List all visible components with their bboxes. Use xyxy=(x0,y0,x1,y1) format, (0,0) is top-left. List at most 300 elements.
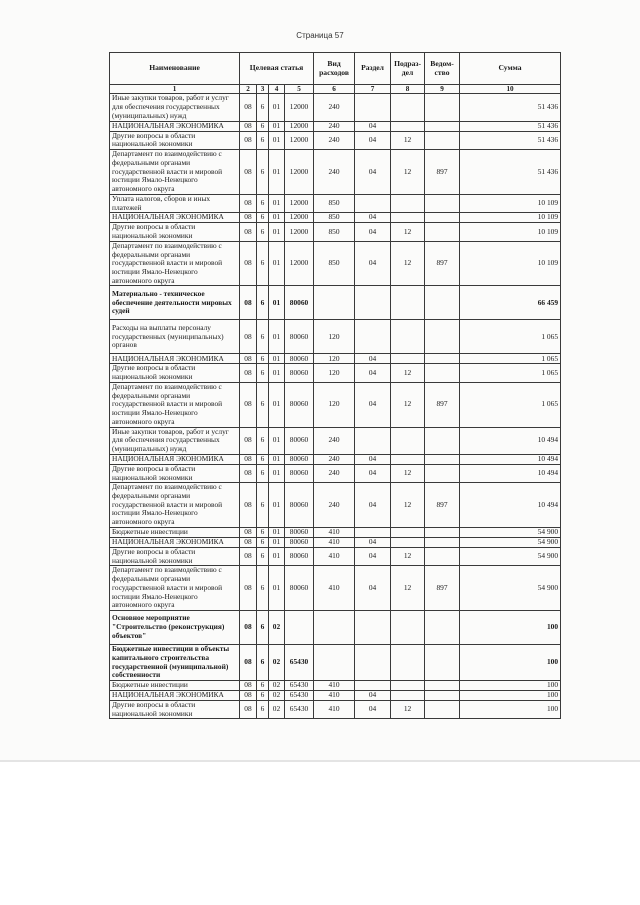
table-cell-code-direction: 80060 xyxy=(285,566,314,611)
table-cell-subsection xyxy=(391,194,425,212)
table-cell-department xyxy=(425,611,460,645)
table-cell-subsection xyxy=(391,427,425,454)
table-cell-name: Другие вопросы в области национальной экономики xyxy=(110,464,240,482)
table-row xyxy=(110,364,561,382)
budget-table xyxy=(109,52,561,719)
table-cell-department xyxy=(425,354,460,364)
table-cell-code-program: 08 xyxy=(240,566,257,611)
table-cell-code-subprogram: 6 xyxy=(257,483,269,528)
table-cell-sum: 10 494 xyxy=(460,427,561,454)
table-cell-subsection xyxy=(391,537,425,547)
column-number: 2 xyxy=(240,85,257,94)
table-cell-subsection xyxy=(391,94,425,121)
table-cell-sum: 10 494 xyxy=(460,454,561,464)
table-row xyxy=(110,320,561,354)
table-cell-expense-type: 240 xyxy=(314,427,355,454)
table-cell-subsection xyxy=(391,286,425,320)
table-cell-department xyxy=(425,121,460,131)
table-cell-code-event: 01 xyxy=(269,454,285,464)
table-cell-department xyxy=(425,223,460,241)
table-cell-code-program: 08 xyxy=(240,537,257,547)
table-cell-code-direction: 80060 xyxy=(285,527,314,537)
table-cell-code-direction: 80060 xyxy=(285,454,314,464)
table-cell-section xyxy=(355,320,391,354)
table-cell-code-event: 01 xyxy=(269,483,285,528)
table-cell-code-direction: 80060 xyxy=(285,547,314,565)
table-cell-code-direction: 12000 xyxy=(285,223,314,241)
table-row xyxy=(110,566,561,611)
table-cell-code-event: 01 xyxy=(269,527,285,537)
table-cell-expense-type: 240 xyxy=(314,454,355,464)
table-cell-name: Другие вопросы в области национальной экономики xyxy=(110,547,240,565)
table-cell-sum: 100 xyxy=(460,645,561,681)
table-cell-section: 04 xyxy=(355,150,391,195)
table-cell-section: 04 xyxy=(355,121,391,131)
table-cell-expense-type: 850 xyxy=(314,213,355,223)
table-cell-code-program: 08 xyxy=(240,364,257,382)
table-cell-subsection xyxy=(391,611,425,645)
table-cell-code-subprogram: 6 xyxy=(257,121,269,131)
table-row xyxy=(110,611,561,645)
table-cell-subsection: 12 xyxy=(391,547,425,565)
table-cell-expense-type: 410 xyxy=(314,681,355,691)
table-cell-code-program: 08 xyxy=(240,382,257,427)
table-row xyxy=(110,94,561,121)
table-cell-code-program: 08 xyxy=(240,320,257,354)
table-cell-code-program: 08 xyxy=(240,94,257,121)
table-row xyxy=(110,701,561,719)
table-cell-name: Другие вопросы в области национальной экономики xyxy=(110,364,240,382)
table-cell-code-event: 01 xyxy=(269,464,285,482)
header-department: Ведом- ство xyxy=(425,53,460,85)
table-cell-department xyxy=(425,701,460,719)
table-cell-expense-type: 120 xyxy=(314,382,355,427)
table-cell-code-event: 01 xyxy=(269,537,285,547)
table-row xyxy=(110,691,561,701)
table-cell-subsection xyxy=(391,320,425,354)
table-row xyxy=(110,537,561,547)
table-cell-code-program: 08 xyxy=(240,464,257,482)
table-cell-section: 04 xyxy=(355,213,391,223)
table-cell-name: Расходы на выплаты персоналу государственных (муниципальных) органов xyxy=(110,320,240,354)
table-cell-department xyxy=(425,320,460,354)
table-cell-sum: 1 065 xyxy=(460,354,561,364)
table-cell-sum: 54 900 xyxy=(460,547,561,565)
table-cell-department xyxy=(425,286,460,320)
table-cell-expense-type xyxy=(314,286,355,320)
table-cell-expense-type: 850 xyxy=(314,241,355,286)
table-cell-code-program: 08 xyxy=(240,547,257,565)
table-cell-code-direction: 80060 xyxy=(285,464,314,482)
table-cell-code-subprogram: 6 xyxy=(257,364,269,382)
table-cell-code-subprogram: 6 xyxy=(257,427,269,454)
table-cell-section: 04 xyxy=(355,464,391,482)
table-cell-code-direction: 65430 xyxy=(285,701,314,719)
table-cell-code-program: 08 xyxy=(240,454,257,464)
table-cell-code-program: 08 xyxy=(240,483,257,528)
table-cell-code-direction: 12000 xyxy=(285,131,314,149)
column-number: 10 xyxy=(460,85,561,94)
table-cell-code-direction: 80060 xyxy=(285,427,314,454)
table-cell-sum: 10 494 xyxy=(460,464,561,482)
table-cell-department xyxy=(425,527,460,537)
table-cell-code-subprogram: 6 xyxy=(257,527,269,537)
table-cell-code-event: 01 xyxy=(269,566,285,611)
table-cell-subsection: 12 xyxy=(391,464,425,482)
table-cell-code-event: 01 xyxy=(269,121,285,131)
table-cell-code-event: 01 xyxy=(269,94,285,121)
table-cell-code-subprogram: 6 xyxy=(257,454,269,464)
table-row xyxy=(110,131,561,149)
table-cell-department xyxy=(425,427,460,454)
table-row xyxy=(110,223,561,241)
table-cell-code-event: 02 xyxy=(269,645,285,681)
table-cell-name: Департамент по взаимодействию с федеральными органами государственной власти и мировой юстиции Ямало-Ненецкого автономного округа xyxy=(110,483,240,528)
table-cell-code-event: 01 xyxy=(269,286,285,320)
table-cell-expense-type: 410 xyxy=(314,701,355,719)
table-cell-expense-type: 410 xyxy=(314,547,355,565)
table-cell-subsection xyxy=(391,454,425,464)
table-cell-department xyxy=(425,364,460,382)
table-cell-name: Департамент по взаимодействию с федеральными органами государственной власти и мировой юстиции Ямало-Ненецкого автономного округа xyxy=(110,566,240,611)
table-cell-name: НАЦИОНАЛЬНАЯ ЭКОНОМИКА xyxy=(110,454,240,464)
table-cell-name: Иные закупки товаров, работ и услуг для обеспечения государственных (муниципальных) нужд xyxy=(110,94,240,121)
table-cell-code-direction: 80060 xyxy=(285,537,314,547)
table-cell-code-subprogram: 6 xyxy=(257,645,269,681)
table-cell-code-event: 01 xyxy=(269,547,285,565)
table-cell-section xyxy=(355,645,391,681)
table-cell-department xyxy=(425,645,460,681)
table-cell-code-subprogram: 6 xyxy=(257,681,269,691)
table-cell-code-program: 08 xyxy=(240,150,257,195)
table-cell-section xyxy=(355,681,391,691)
table-cell-section: 04 xyxy=(355,537,391,547)
table-cell-code-subprogram: 6 xyxy=(257,241,269,286)
table-cell-subsection: 12 xyxy=(391,131,425,149)
column-number: 1 xyxy=(110,85,240,94)
header-sum: Сумма xyxy=(460,53,561,85)
header-expense-type: Вид расходов xyxy=(314,53,355,85)
table-cell-code-event: 02 xyxy=(269,611,285,645)
table-cell-sum: 54 900 xyxy=(460,527,561,537)
table-cell-name: Уплата налогов, сборов и иных платежей xyxy=(110,194,240,212)
table-cell-code-direction: 65430 xyxy=(285,645,314,681)
table-cell-code-program: 08 xyxy=(240,223,257,241)
table-cell-expense-type: 410 xyxy=(314,537,355,547)
table-cell-sum: 54 900 xyxy=(460,566,561,611)
table-cell-expense-type: 240 xyxy=(314,131,355,149)
table-cell-expense-type: 240 xyxy=(314,464,355,482)
table-cell-sum: 10 109 xyxy=(460,194,561,212)
table-cell-subsection: 12 xyxy=(391,382,425,427)
table-cell-section xyxy=(355,427,391,454)
table-cell-name: НАЦИОНАЛЬНАЯ ЭКОНОМИКА xyxy=(110,121,240,131)
table-cell-code-subprogram: 6 xyxy=(257,537,269,547)
table-cell-code-direction: 80060 xyxy=(285,364,314,382)
column-number: 3 xyxy=(257,85,269,94)
table-cell-subsection xyxy=(391,213,425,223)
table-cell-section xyxy=(355,611,391,645)
table-cell-subsection: 12 xyxy=(391,150,425,195)
table-row xyxy=(110,547,561,565)
table-cell-name: Департамент по взаимодействию с федеральными органами государственной власти и мировой юстиции Ямало-Ненецкого автономного округа xyxy=(110,241,240,286)
table-cell-code-direction: 80060 xyxy=(285,286,314,320)
table-cell-subsection xyxy=(391,354,425,364)
page-number-label: Страница 57 xyxy=(296,31,344,40)
table-cell-section: 04 xyxy=(355,547,391,565)
table-cell-expense-type: 410 xyxy=(314,691,355,701)
table-cell-code-direction: 80060 xyxy=(285,354,314,364)
table-cell-section: 04 xyxy=(355,701,391,719)
table-cell-code-program: 08 xyxy=(240,645,257,681)
table-cell-sum: 1 065 xyxy=(460,382,561,427)
table-cell-section xyxy=(355,527,391,537)
table-cell-code-direction xyxy=(285,611,314,645)
table-cell-sum: 51 436 xyxy=(460,94,561,121)
table-cell-department: 897 xyxy=(425,382,460,427)
table-cell-section: 04 xyxy=(355,364,391,382)
table-cell-subsection: 12 xyxy=(391,566,425,611)
column-number: 6 xyxy=(314,85,355,94)
table-cell-subsection: 12 xyxy=(391,364,425,382)
table-cell-expense-type: 120 xyxy=(314,354,355,364)
table-row xyxy=(110,121,561,131)
table-cell-subsection xyxy=(391,691,425,701)
table-cell-department: 897 xyxy=(425,566,460,611)
table-cell-subsection: 12 xyxy=(391,483,425,528)
table-cell-subsection xyxy=(391,645,425,681)
table-cell-section: 04 xyxy=(355,566,391,611)
table-cell-department xyxy=(425,213,460,223)
table-cell-sum: 100 xyxy=(460,701,561,719)
table-cell-sum: 100 xyxy=(460,681,561,691)
table-cell-section: 04 xyxy=(355,382,391,427)
column-number: 5 xyxy=(285,85,314,94)
table-cell-subsection xyxy=(391,121,425,131)
table-cell-code-event: 02 xyxy=(269,681,285,691)
table-cell-sum: 10 109 xyxy=(460,213,561,223)
table-cell-code-direction: 65430 xyxy=(285,681,314,691)
table-cell-code-subprogram: 6 xyxy=(257,131,269,149)
header-section: Раздел xyxy=(355,53,391,85)
table-cell-sum: 66 459 xyxy=(460,286,561,320)
table-cell-expense-type: 240 xyxy=(314,94,355,121)
table-cell-sum: 51 436 xyxy=(460,121,561,131)
table-cell-name: Бюджетные инвестиции xyxy=(110,681,240,691)
column-number: 8 xyxy=(391,85,425,94)
table-cell-expense-type: 240 xyxy=(314,483,355,528)
table-row xyxy=(110,213,561,223)
table-cell-expense-type xyxy=(314,611,355,645)
table-cell-name: Бюджетные инвестиции в объекты капитального строительства государственной (муниципальной) собственности xyxy=(110,645,240,681)
table-cell-section: 04 xyxy=(355,454,391,464)
table-cell-code-event: 01 xyxy=(269,223,285,241)
table-cell-code-program: 08 xyxy=(240,691,257,701)
table-row xyxy=(110,454,561,464)
table-cell-code-subprogram: 6 xyxy=(257,464,269,482)
table-cell-department xyxy=(425,691,460,701)
table-cell-sum: 54 900 xyxy=(460,537,561,547)
table-cell-code-direction: 80060 xyxy=(285,382,314,427)
table-cell-department xyxy=(425,94,460,121)
table-cell-section xyxy=(355,286,391,320)
table-cell-expense-type: 850 xyxy=(314,223,355,241)
table-cell-name: Иные закупки товаров, работ и услуг для обеспечения государственных (муниципальных) нужд xyxy=(110,427,240,454)
table-cell-department xyxy=(425,131,460,149)
table-cell-expense-type: 120 xyxy=(314,320,355,354)
table-cell-name: НАЦИОНАЛЬНАЯ ЭКОНОМИКА xyxy=(110,213,240,223)
table-cell-name: Другие вопросы в области национальной экономики xyxy=(110,223,240,241)
table-cell-code-subprogram: 6 xyxy=(257,150,269,195)
table-cell-subsection xyxy=(391,527,425,537)
table-cell-section xyxy=(355,194,391,212)
table-cell-code-direction: 65430 xyxy=(285,691,314,701)
table-cell-section: 04 xyxy=(355,354,391,364)
table-cell-code-direction: 80060 xyxy=(285,483,314,528)
table-row xyxy=(110,681,561,691)
table-cell-name: Материально - техническое обеспечение деятельности мировых судей xyxy=(110,286,240,320)
header-subsection: Подраз- дел xyxy=(391,53,425,85)
table-cell-department xyxy=(425,537,460,547)
table-cell-expense-type xyxy=(314,645,355,681)
table-cell-name: Бюджетные инвестиции xyxy=(110,527,240,537)
table-cell-code-direction: 12000 xyxy=(285,94,314,121)
table-cell-expense-type: 240 xyxy=(314,150,355,195)
table-cell-sum: 100 xyxy=(460,691,561,701)
table-cell-code-subprogram: 6 xyxy=(257,547,269,565)
table-cell-code-event: 01 xyxy=(269,150,285,195)
table-cell-code-program: 08 xyxy=(240,286,257,320)
table-cell-code-program: 08 xyxy=(240,527,257,537)
table-cell-code-subprogram: 6 xyxy=(257,194,269,212)
table-row xyxy=(110,645,561,681)
table-cell-code-event: 01 xyxy=(269,213,285,223)
table-cell-subsection: 12 xyxy=(391,223,425,241)
table-cell-code-direction: 12000 xyxy=(285,194,314,212)
header-name: Наименование xyxy=(110,53,240,85)
table-cell-code-subprogram: 6 xyxy=(257,354,269,364)
table-cell-section: 04 xyxy=(355,691,391,701)
table-cell-name: Департамент по взаимодействию с федеральными органами государственной власти и мировой юстиции Ямало-Ненецкого автономного округа xyxy=(110,150,240,195)
table-cell-name: НАЦИОНАЛЬНАЯ ЭКОНОМИКА xyxy=(110,691,240,701)
table-cell-sum: 10 494 xyxy=(460,483,561,528)
table-cell-expense-type: 120 xyxy=(314,364,355,382)
table-cell-sum: 1 065 xyxy=(460,364,561,382)
table-cell-code-program: 08 xyxy=(240,354,257,364)
table-row xyxy=(110,286,561,320)
table-cell-code-direction: 12000 xyxy=(285,241,314,286)
table-cell-code-event: 01 xyxy=(269,354,285,364)
table-cell-sum: 51 436 xyxy=(460,150,561,195)
table-row xyxy=(110,194,561,212)
table-cell-code-direction: 80060 xyxy=(285,320,314,354)
table-cell-department: 897 xyxy=(425,241,460,286)
table-cell-sum: 51 436 xyxy=(460,131,561,149)
table-cell-section: 04 xyxy=(355,223,391,241)
table-cell-code-subprogram: 6 xyxy=(257,320,269,354)
table-row xyxy=(110,527,561,537)
table-cell-section: 04 xyxy=(355,131,391,149)
table-cell-code-program: 08 xyxy=(240,701,257,719)
table-cell-code-subprogram: 6 xyxy=(257,94,269,121)
table-cell-department xyxy=(425,464,460,482)
table-cell-department: 897 xyxy=(425,150,460,195)
table-cell-code-program: 08 xyxy=(240,131,257,149)
header-target-article: Целевая статья xyxy=(240,53,314,85)
table-cell-code-subprogram: 6 xyxy=(257,611,269,645)
table-cell-code-event: 01 xyxy=(269,131,285,149)
table-cell-code-event: 01 xyxy=(269,194,285,212)
table-cell-code-event: 01 xyxy=(269,427,285,454)
table-cell-name: НАЦИОНАЛЬНАЯ ЭКОНОМИКА xyxy=(110,354,240,364)
table-cell-expense-type: 410 xyxy=(314,527,355,537)
table-cell-code-event: 01 xyxy=(269,382,285,427)
table-cell-code-event: 02 xyxy=(269,691,285,701)
table-row xyxy=(110,483,561,528)
table-cell-sum: 100 xyxy=(460,611,561,645)
table-cell-subsection xyxy=(391,681,425,691)
table-cell-code-subprogram: 6 xyxy=(257,286,269,320)
table-cell-name: Другие вопросы в области национальной экономики xyxy=(110,131,240,149)
table-cell-code-subprogram: 6 xyxy=(257,223,269,241)
table-cell-name: Основное мероприятие "Строительство (реконструкция) объектов" xyxy=(110,611,240,645)
table-cell-code-event: 01 xyxy=(269,241,285,286)
table-cell-sum: 10 109 xyxy=(460,223,561,241)
table-cell-code-subprogram: 6 xyxy=(257,382,269,427)
table-cell-code-subprogram: 6 xyxy=(257,566,269,611)
table-cell-code-subprogram: 6 xyxy=(257,691,269,701)
table-cell-code-event: 01 xyxy=(269,320,285,354)
table-cell-code-program: 08 xyxy=(240,121,257,131)
table-cell-name: Другие вопросы в области национальной экономики xyxy=(110,701,240,719)
table-row xyxy=(110,464,561,482)
table-cell-department: 897 xyxy=(425,483,460,528)
table-cell-expense-type: 410 xyxy=(314,566,355,611)
table-row xyxy=(110,241,561,286)
table-cell-code-program: 08 xyxy=(240,194,257,212)
table-cell-department xyxy=(425,547,460,565)
table-cell-code-direction: 12000 xyxy=(285,213,314,223)
column-number: 4 xyxy=(269,85,285,94)
table-cell-section: 04 xyxy=(355,241,391,286)
table-cell-code-event: 02 xyxy=(269,701,285,719)
table-cell-subsection: 12 xyxy=(391,701,425,719)
table-cell-sum: 1 065 xyxy=(460,320,561,354)
table-cell-code-program: 08 xyxy=(240,241,257,286)
table-row xyxy=(110,150,561,195)
table-cell-subsection: 12 xyxy=(391,241,425,286)
table-cell-code-program: 08 xyxy=(240,213,257,223)
column-number: 9 xyxy=(425,85,460,94)
table-cell-department xyxy=(425,454,460,464)
table-cell-code-event: 01 xyxy=(269,364,285,382)
table-cell-expense-type: 850 xyxy=(314,194,355,212)
table-cell-code-subprogram: 6 xyxy=(257,213,269,223)
table-cell-code-program: 08 xyxy=(240,681,257,691)
table-cell-department xyxy=(425,681,460,691)
table-cell-code-direction: 12000 xyxy=(285,121,314,131)
table-cell-section: 04 xyxy=(355,483,391,528)
column-number: 7 xyxy=(355,85,391,94)
table-cell-name: Департамент по взаимодействию с федеральными органами государственной власти и мировой юстиции Ямало-Ненецкого автономного округа xyxy=(110,382,240,427)
table-row xyxy=(110,382,561,427)
table-cell-name: НАЦИОНАЛЬНАЯ ЭКОНОМИКА xyxy=(110,537,240,547)
table-cell-expense-type: 240 xyxy=(314,121,355,131)
table-cell-sum: 10 109 xyxy=(460,241,561,286)
table-cell-section xyxy=(355,94,391,121)
table-cell-code-program: 08 xyxy=(240,427,257,454)
table-cell-department xyxy=(425,194,460,212)
